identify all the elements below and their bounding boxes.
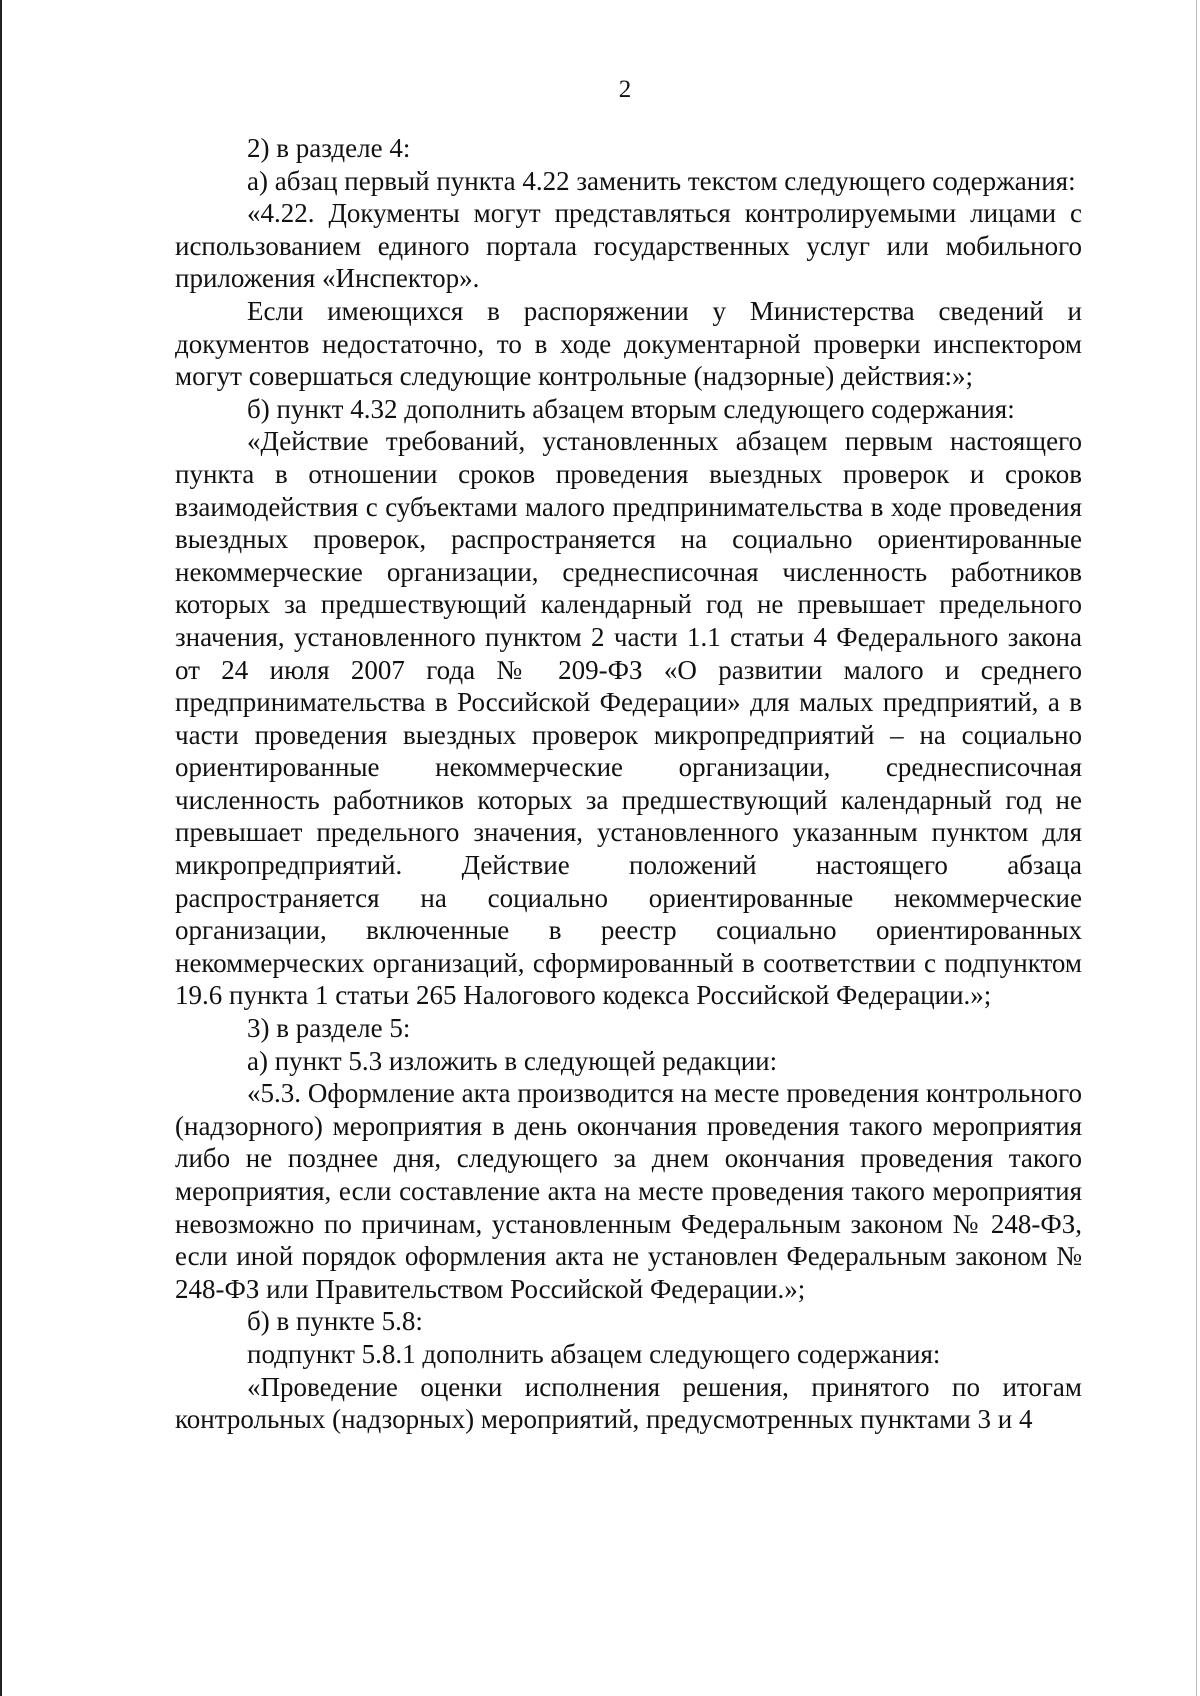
paragraph-item-b-5-8: б) в пункте 5.8: (247, 1306, 423, 1337)
paragraph-item-a-4-22: а) абзац первый пункта 4.22 заменить текстом следующего содержания: (247, 165, 1076, 196)
paragraph-quote-4-22: «4.22. Документы могут представляться контролируемыми лицами с использованием единого портала государственных услуг или мобильного приложения «Инспектор». (175, 198, 1082, 294)
paragraph-section-4: 2) в разделе 4: (247, 133, 411, 163)
paragraph-quote-4-32: «Действие требований, установленных абзацем первым настоящего пункта в отношении сроков проведения выездных проверок и сроков взаимодействия с субъектами малого предпринимательства в ходе проведения выездных проверок, распространяется на социально ориентированные некоммерческие организации, среднесписочная численность работников которых за предшествующий календарный год не превышает предельного значения, установленного пунктом 2 части 1.1 статьи 4 Федерального закона от 24 июля 2007 года № 209-ФЗ «О развитии малого и среднего предпринимательства в Российской Федерации» для малых предприятий, а в части проведения выездных проверок микропредприятий – на социально ориентированные некоммерческие организации, среднесписочная численность работников которых за предшествующий календарный год не превышает предельного значения, установленного указанным пунктом для микропредприятий. Действие положений настоящего абзаца распространяется на социально ориентированные некоммерческие организации, включенные в реестр социально ориентированных некоммерческих организаций, сформированный в соответствии с подпунктом 19.6 пункта 1 статьи 265 Налогового кодекса Российской Федерации.»; (175, 426, 1082, 1011)
scan-border-right (1196, 0, 1197, 1696)
paragraph-section-5: 3) в разделе 5: (247, 1013, 411, 1044)
document-body (175, 132, 1082, 1436)
paragraph-item-b-4-32: б) пункт 4.32 дополнить абзацем вторым следующего содержания: (247, 393, 1015, 424)
page-number: 2 (618, 76, 632, 103)
paragraph-quote-5-8-1: «Проведение оценки исполнения решения, принятого по итогам контрольных (надзорных) мероприятий, предусмотренных пунктами 3 и 4 (175, 1371, 1082, 1435)
paragraph-quote-4-22-cont: Если имеющихся в распоряжении у Министерства сведений и документов недостаточно, то в ходе документарной проверки инспектором могут совершаться следующие контрольные (надзорные) действия:»; (175, 295, 1082, 392)
paragraph-item-a-5-3: а) пункт 5.3 изложить в следующей редакции: (247, 1045, 778, 1076)
paragraph-subitem-5-8-1: подпункт 5.8.1 дополнить абзацем следующего содержания: (247, 1338, 941, 1369)
paragraph-quote-5-3: «5.3. Оформление акта производится на месте проведения контрольного (надзорного) мероприятия в день окончания проведения такого мероприятия либо не позднее дня, следующего за днем окончания проведения такого мероприятия, если составление акта на месте проведения такого мероприятия невозможно по причинам, установленным Федеральным законом № 248-ФЗ, если иной порядок оформления акта не установлен Федеральным законом № 248-ФЗ или Правительством Российской Федерации.»; (175, 1078, 1082, 1304)
scan-border-left (0, 0, 2, 1696)
